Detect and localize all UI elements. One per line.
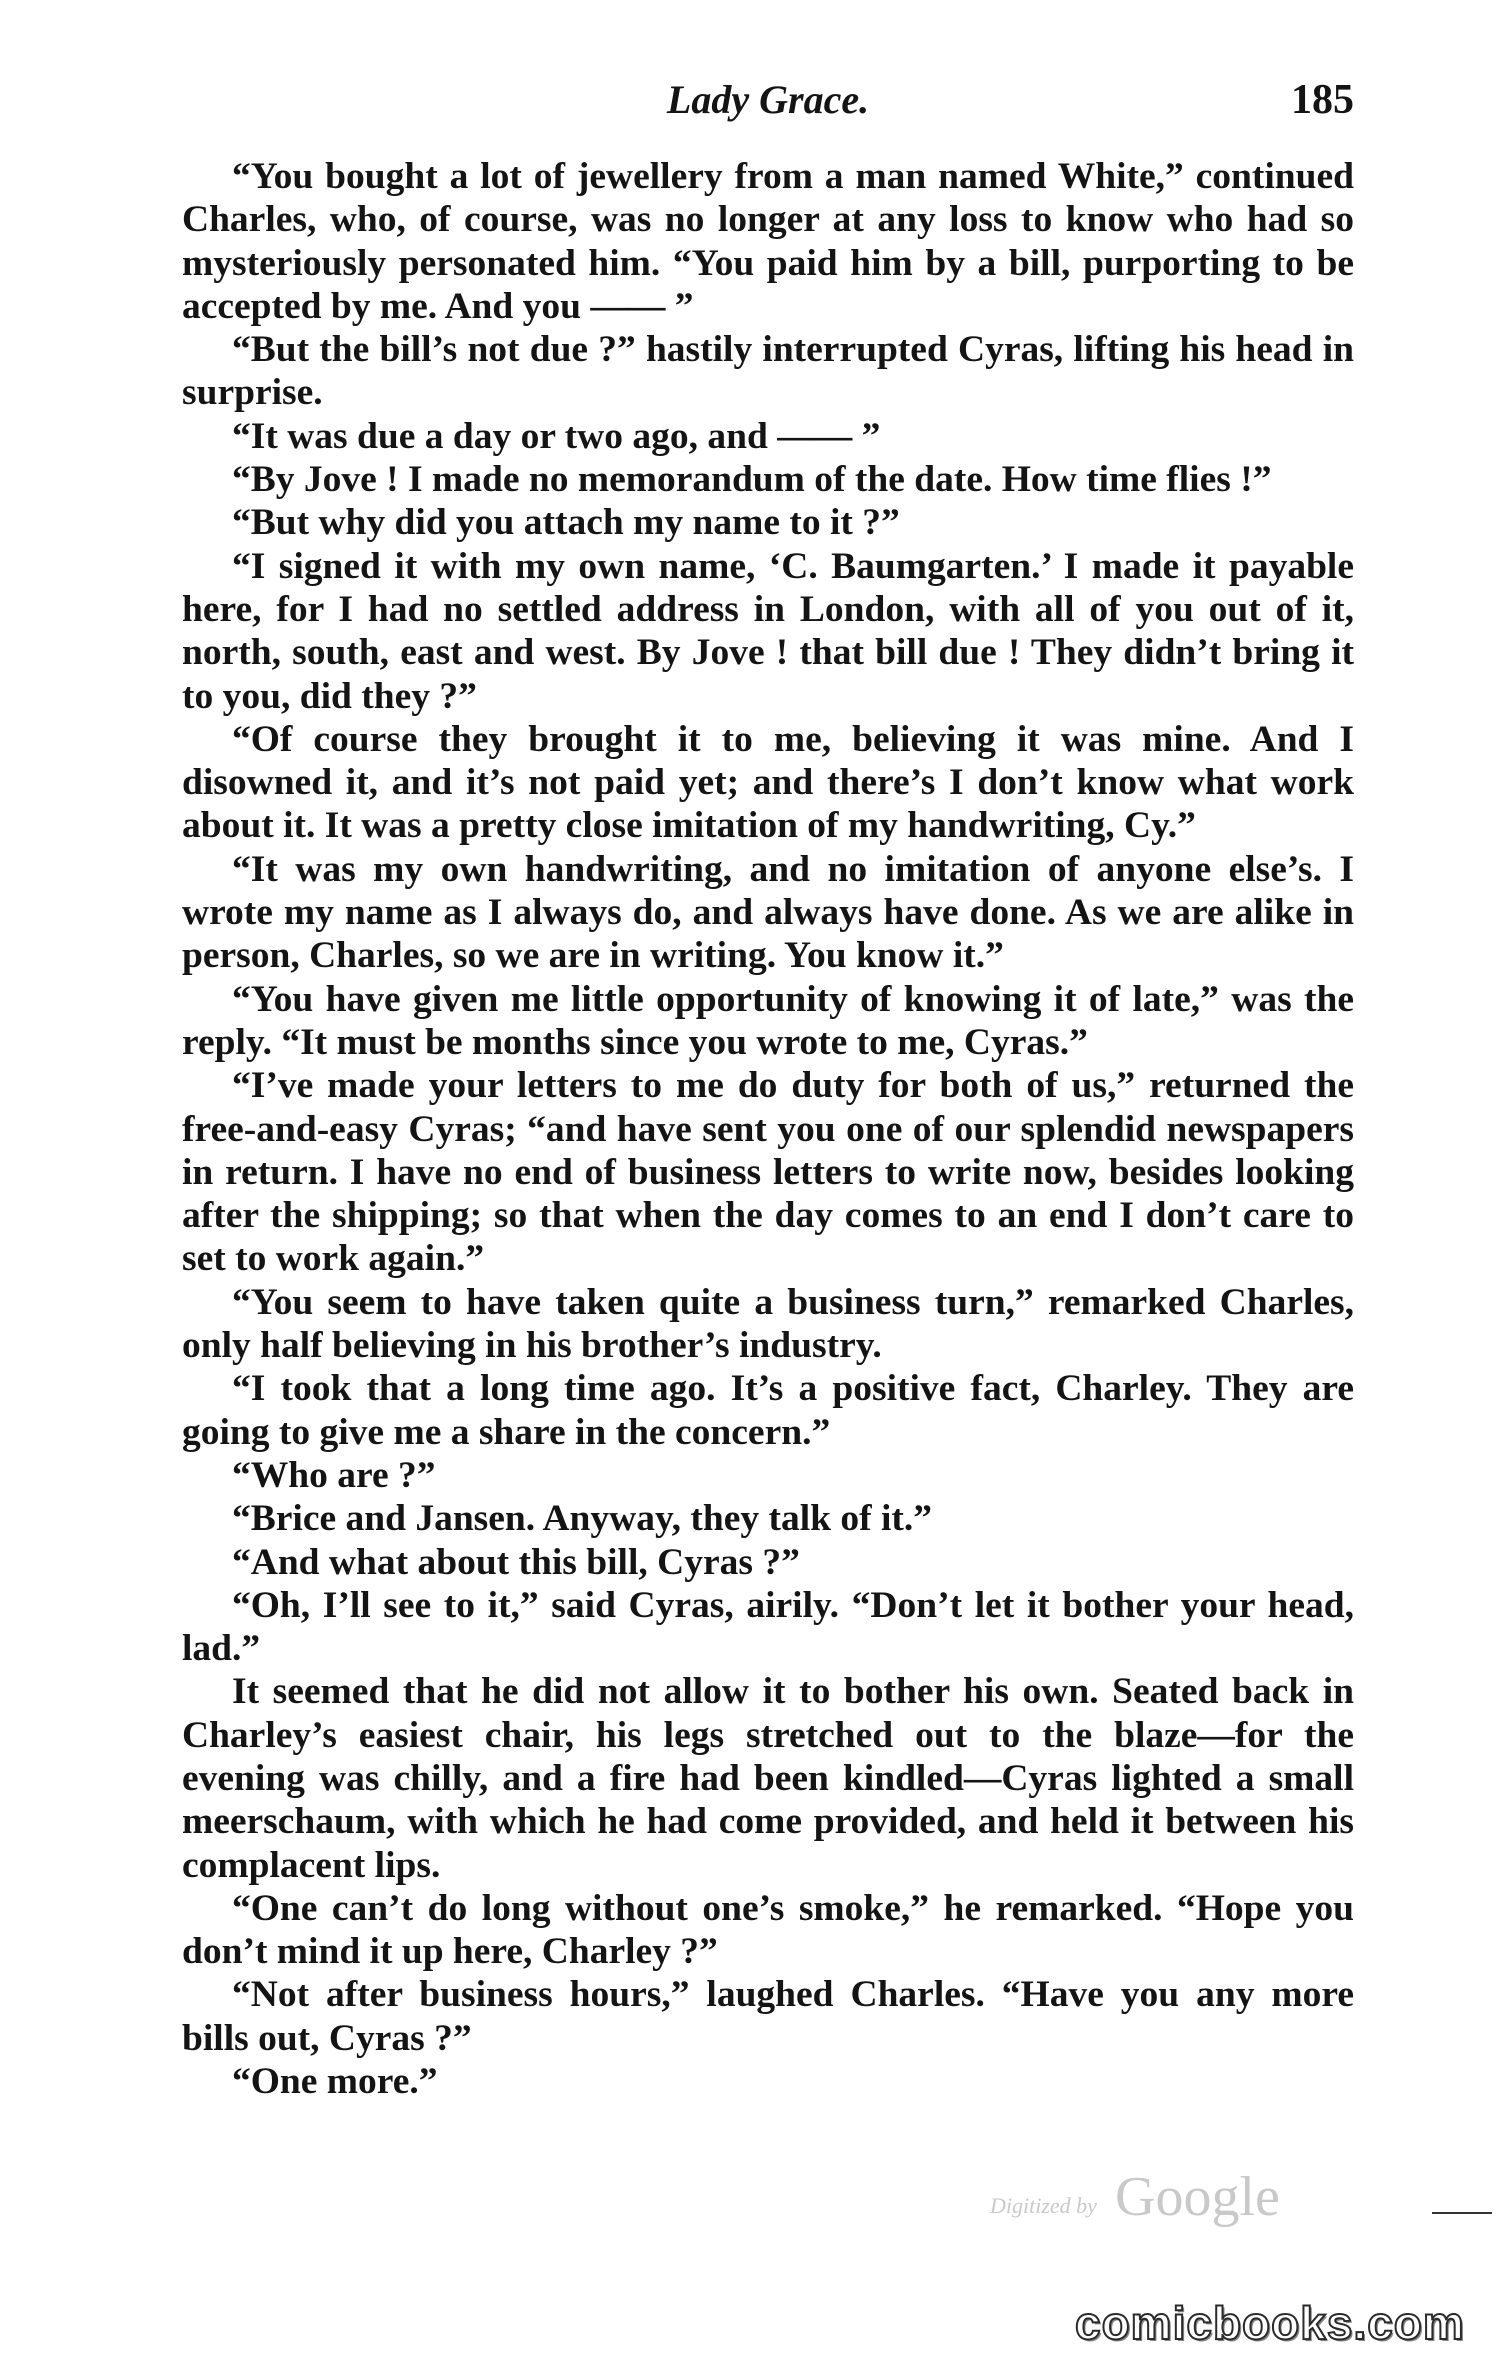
paragraph: “I signed it with my own name, ‘C. Baumgarten.’ I made it payable here, for I had no settled address in London, with all of you out of it, north, south, east and west. By Jove ! that bill due ! They didn’t bring it to you, did they ?”	[182, 545, 1354, 717]
paragraph: “One more.”	[232, 2061, 438, 2103]
paragraph: “I took that a long time ago. It’s a positive fact, Charley. They are going to give me a share in the concern.”	[182, 1368, 1354, 1453]
paragraph: “Oh, I’ll see to it,” said Cyras, airily. “Don’t let it bother your head, lad.”	[182, 1584, 1354, 1670]
paragraph: “Who are ?”	[232, 1454, 436, 1496]
paragraph: It seemed that he did not allow it to bother his own. Seated back in Charley’s easiest chair, his legs stretched out to the blaze—for the evening was chilly, and a fire had been kindled—Cyras lighted a small meerschaum, with which he had come provided, and held it between his complacent lips.	[182, 1671, 1354, 1886]
digitized-by-google-mark	[990, 2165, 1300, 2235]
paragraph: “But the bill’s not due ?” hastily interrupted Cyras, lifting his head in surprise.	[182, 329, 1354, 414]
paragraph: “You have given me little opportunity of knowing it of late,” was the reply. “It must be months since you wrote to me, Cyras.”	[182, 978, 1354, 1063]
digitized-prefix: Digitized by	[990, 2193, 1097, 2218]
paragraph: “And what about this bill, Cyras ?”	[232, 1541, 800, 1583]
running-title: Lady Grace.	[666, 77, 870, 122]
page-edge-rule	[1432, 2212, 1492, 2214]
paragraph: “By Jove ! I made no memorandum of the date. How time flies !”	[232, 459, 1272, 501]
paragraph: “I’ve made your letters to me do duty for both of us,” returned the free-and-easy Cyras; “and have sent you one of our splendid newspapers in return. I have no end of business letters to write now, besides looking after the shipping; so that when the day comes to an end I don’t care to set to work again.”	[182, 1065, 1354, 1280]
paragraph: “Brice and Jansen. Anyway, they talk of it.”	[232, 1498, 933, 1540]
google-logo: Google	[1115, 2166, 1280, 2228]
paragraph: “But why did you attach my name to it ?”	[232, 502, 900, 544]
paragraph: “One can’t do long without one’s smoke,” he remarked. “Hope you don’t mind it up here, Charley ?”	[182, 1887, 1354, 1973]
paragraph: “You seem to have taken quite a business turn,” remarked Charles, only half believing in his brother’s industry.	[182, 1281, 1354, 1367]
watermark: comicbooks.com	[1075, 2297, 1465, 2349]
paragraph: “Not after business hours,” laughed Charles. “Have you any more bills out, Cyras ?”	[182, 1974, 1354, 2059]
paragraph: “Of course they brought it to me, believing it was mine. And I disowned it, and it’s not paid yet; and there’s I don’t know what work about it. It was a pretty close imitation of my handwriting, Cy.”	[182, 718, 1354, 847]
page-number: 185	[1291, 77, 1354, 123]
paragraph: “It was due a day or two ago, and —— ”	[232, 415, 881, 457]
page-header	[182, 70, 1354, 130]
body-text	[182, 155, 1354, 2103]
paragraph: “It was my own handwriting, and no imitation of anyone else’s. I wrote my name as I always do, and always have done. As we are alike in person, Charles, so we are in writing. You know it.”	[182, 848, 1354, 977]
paragraph: “You bought a lot of jewellery from a man named White,” continued Charles, who, of course, was no longer at any loss to know who had so mysteriously personated him. “You paid him by a bill, purporting to be accepted by me. And you —— ”	[182, 156, 1354, 327]
